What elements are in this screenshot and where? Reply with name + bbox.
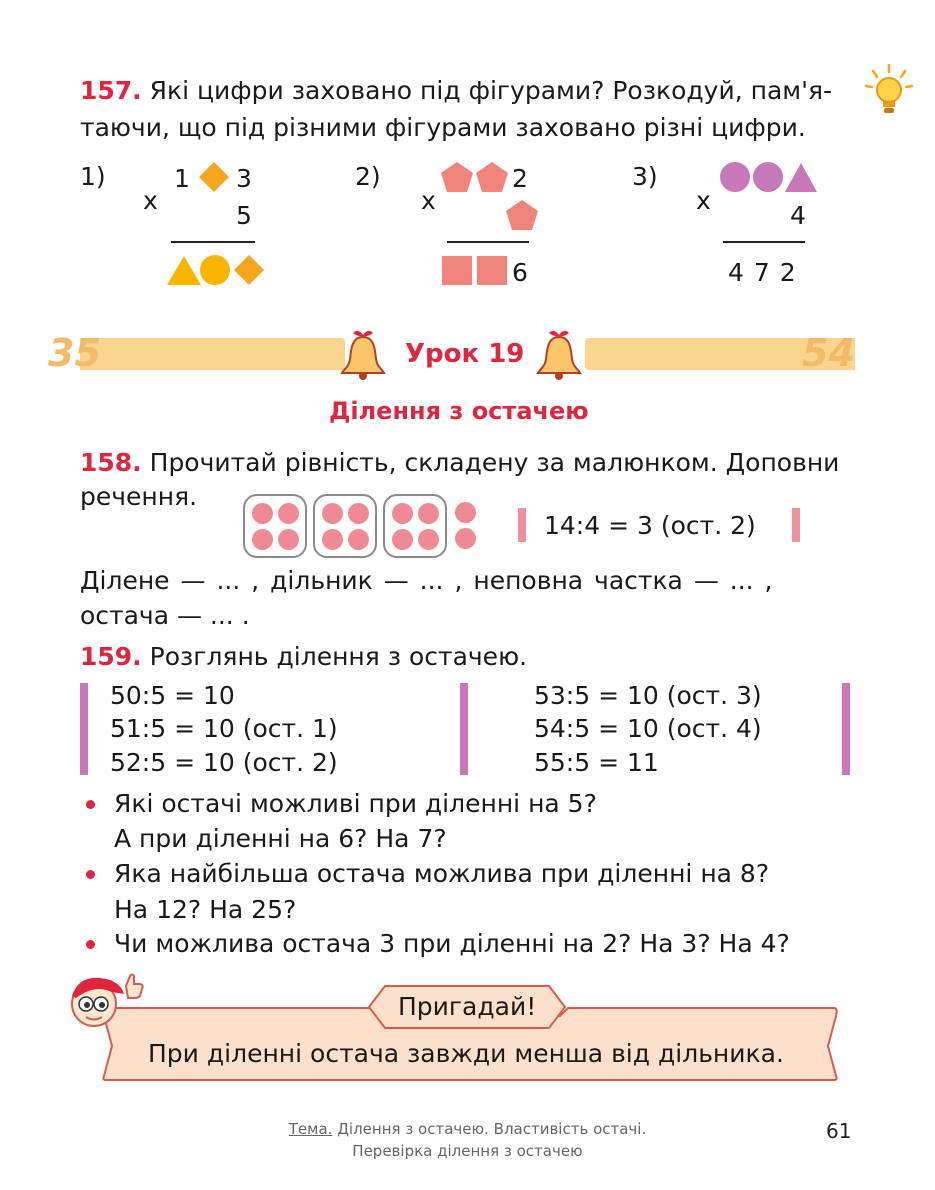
column-bar: [460, 683, 468, 775]
bell-icon: [338, 327, 388, 381]
puzzle-2-line: [447, 241, 529, 243]
column-bar: [842, 683, 850, 775]
task-159-text: Розглянь ділення з остачею.: [149, 642, 528, 671]
equation-bar-right: [792, 508, 800, 542]
left-eq-2: 51:5 = 10 (ост. 1): [110, 714, 338, 743]
dice: [383, 494, 447, 558]
remainder-dot: [455, 528, 476, 549]
puzzle-2-times: x: [421, 186, 436, 215]
pentagon-shape: [440, 161, 474, 193]
task-159-line: [80, 640, 527, 674]
puzzle-3-line: [723, 241, 805, 243]
task-157-line-1: [80, 74, 832, 108]
bullet: [86, 800, 95, 809]
circle-shape: [752, 161, 784, 193]
column-bar: [80, 683, 88, 775]
footer-topic-line-2: Перевірка ділення з остачею: [352, 1142, 583, 1160]
lesson-banner-deco-right: 54: [802, 331, 855, 375]
task-158-line-4: остача — ... .: [80, 601, 250, 630]
lightbulb-icon: [862, 62, 916, 120]
circle-shape: [719, 161, 751, 193]
pentagon-shape: [505, 199, 539, 231]
question-2b: На 12? На 25?: [114, 895, 297, 924]
lesson-banner-deco-left: 35: [48, 331, 101, 375]
lesson-subtitle: Ділення з остачею: [329, 397, 589, 425]
bullet: [86, 870, 95, 879]
task-158-line-3: Ділене — ... , дільник — ... , неповна частка — ... ,: [80, 566, 773, 595]
mascot-icon: [64, 970, 146, 1030]
remainder-dot: [455, 502, 476, 523]
square-shape: [477, 256, 507, 285]
diamond-shape: [233, 254, 265, 286]
task-158-number: 158.: [80, 448, 142, 477]
lesson-title: Урок 19: [405, 339, 525, 369]
triangle-shape: [166, 254, 202, 286]
task-158-line-1: [80, 446, 839, 480]
right-eq-3: 55:5 = 11: [534, 748, 659, 777]
task-157-text-1: Які цифри заховано під фігурами? Розкодуй, пам'я-: [149, 76, 833, 105]
dice: [313, 494, 377, 558]
footer-topic-line-1: Ділення з остачею. Властивість остачі.: [332, 1120, 647, 1138]
bell-icon: [534, 327, 584, 381]
triangle-shape: [784, 161, 818, 193]
task-158-line-2: речення.: [80, 482, 198, 511]
puzzle-1-label: 1): [80, 162, 106, 191]
right-eq-2: 54:5 = 10 (ост. 4): [534, 714, 762, 743]
puzzle-1-digit-left: 1: [174, 164, 190, 193]
task-159-number: 159.: [80, 642, 142, 671]
remember-text: При діленні остача завжди менша від дільника.: [148, 1039, 784, 1068]
footer-topic: [0, 1119, 935, 1139]
task-158-text-1: Прочитай рівність, складену за малюнком. Доповни: [149, 448, 840, 477]
question-3: Чи можлива остача 3 при діленні на 2? На 3? На 4?: [114, 929, 790, 958]
puzzle-2-result-digit: 6: [512, 258, 528, 287]
dice: [243, 494, 307, 558]
remember-title: Пригадай!: [398, 992, 537, 1021]
puzzle-3-multiplier: 4: [790, 201, 806, 230]
left-eq-1: 50:5 = 10: [110, 681, 235, 710]
left-eq-3: 52:5 = 10 (ост. 2): [110, 748, 338, 777]
right-eq-1: 53:5 = 10 (ост. 3): [534, 681, 762, 710]
footer-topic-label: Тема.: [288, 1120, 333, 1138]
question-1b: А при діленні на 6? На 7?: [114, 824, 447, 853]
question-1a: Які остачі можливі при діленні на 5?: [114, 789, 597, 818]
puzzle-2-label: 2): [355, 162, 381, 191]
task-157-number: 157.: [80, 76, 142, 105]
puzzle-3-label: 3): [632, 162, 658, 191]
puzzle-2-digit-right: 2: [512, 164, 528, 193]
circle-shape: [199, 254, 231, 286]
puzzle-1-times: x: [143, 186, 158, 215]
task-157-line-2: таючи, що під різними фігурами заховано різні цифри.: [80, 113, 806, 142]
puzzle-3-times: x: [696, 186, 711, 215]
puzzle-1-multiplier: 5: [236, 201, 252, 230]
equation-bar-left: [518, 508, 526, 542]
puzzle-3-result: 4 7 2: [728, 258, 796, 287]
lesson-banner-left: [80, 338, 345, 370]
square-shape: [442, 256, 472, 285]
diamond-shape: [198, 161, 230, 193]
page-number: 61: [826, 1119, 852, 1143]
bullet: [86, 940, 95, 949]
puzzle-1-digit-right: 3: [236, 164, 252, 193]
puzzle-1-line: [171, 241, 255, 243]
pentagon-shape: [475, 161, 509, 193]
question-2a: Яка найбільша остача можлива при діленні на 8?: [114, 859, 770, 888]
equation: 14:4 = 3 (ост. 2): [544, 511, 756, 540]
